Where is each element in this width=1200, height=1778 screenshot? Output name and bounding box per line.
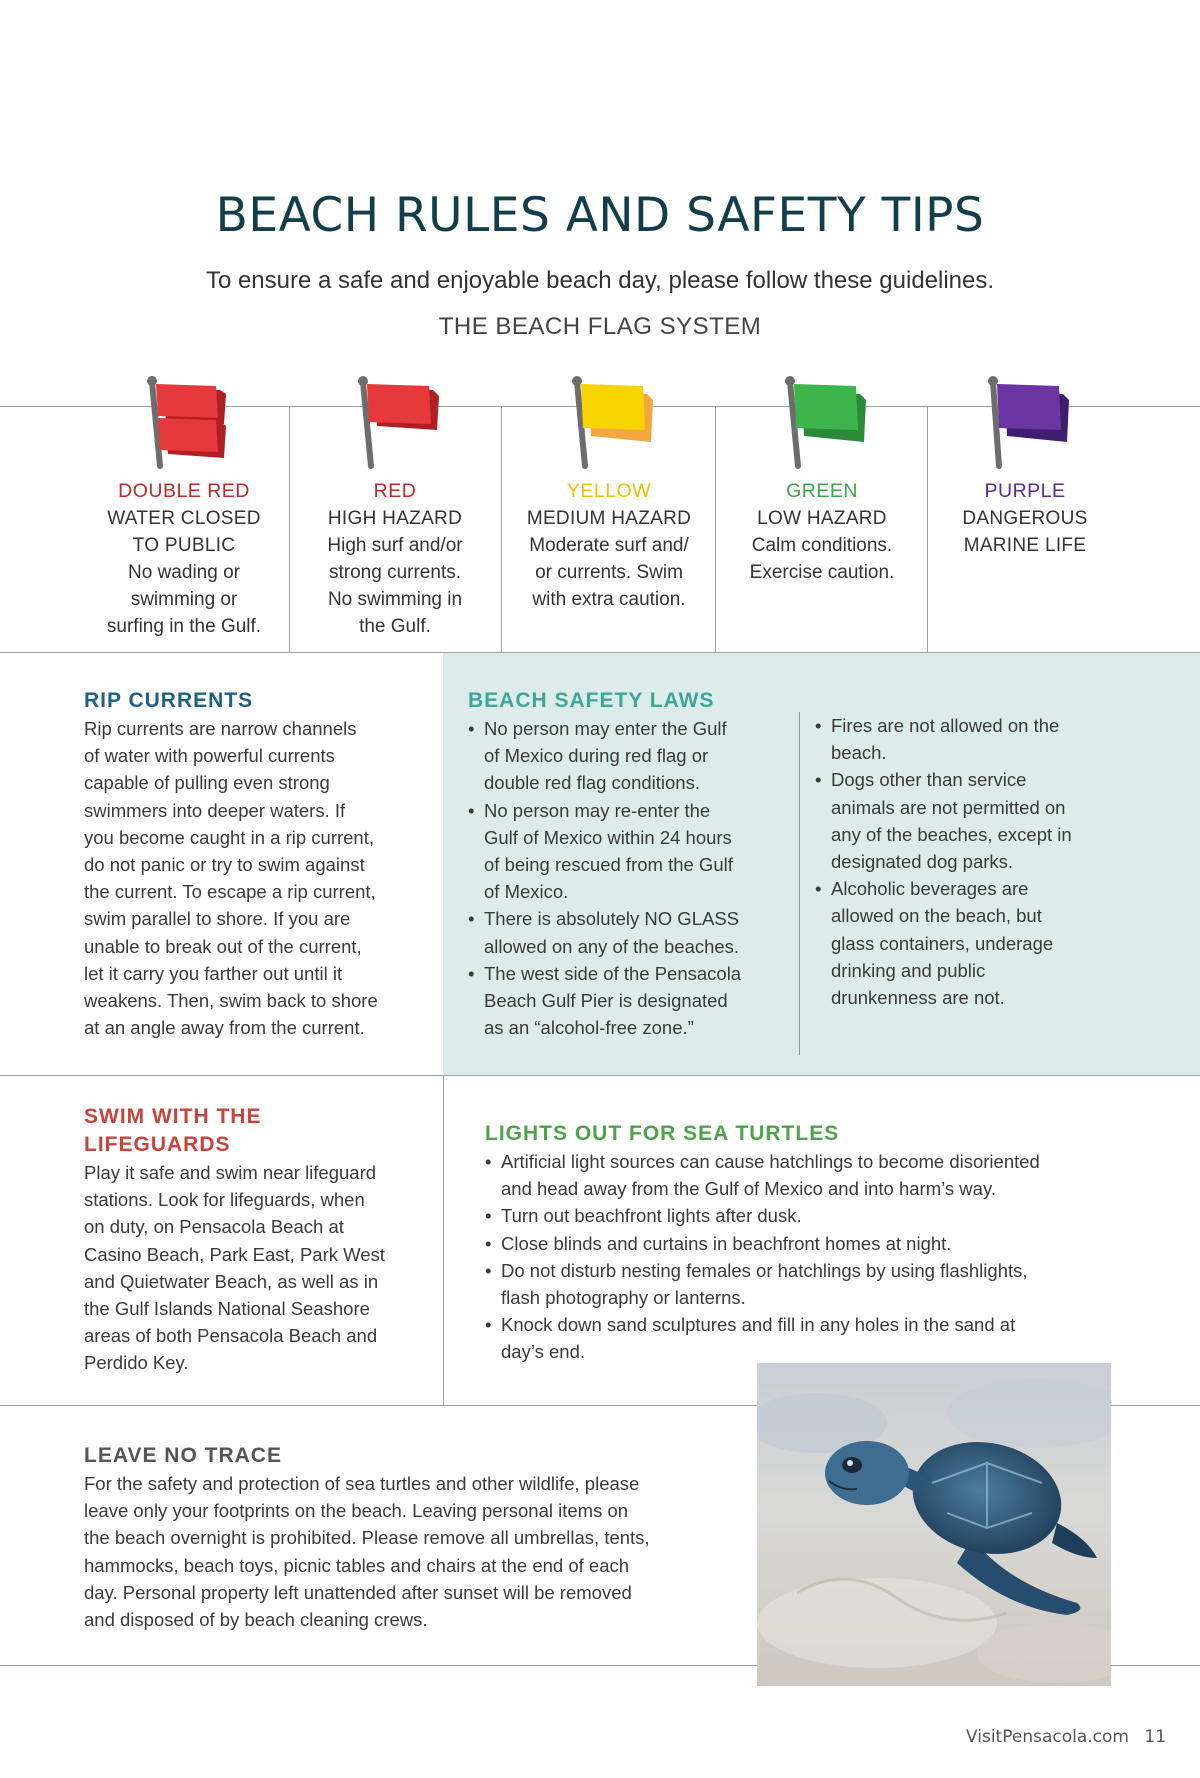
text-line: Play it safe and swim near lifeguard	[84, 1162, 377, 1183]
purple-flag-icon	[975, 370, 1075, 470]
text-line: you become caught in a rip current,	[84, 826, 374, 848]
text-line: • Do not disturb nesting females or hatchlings by using flashlights,	[501, 1259, 1028, 1281]
flag-description: strong currents.	[329, 562, 461, 583]
flag-hazard: MARINE LIFE	[963, 535, 1087, 556]
footer-site: VisitPensacola.com	[966, 1727, 1129, 1747]
sea-turtle-photo	[757, 1363, 1111, 1686]
text-line: capable of pulling even strong	[84, 772, 330, 794]
text-line: swimmers into deeper waters. If	[84, 799, 346, 821]
lifeguards-heading	[84, 1103, 434, 1159]
text-line: Gulf of Mexico within 24 hours	[484, 826, 732, 848]
list-item	[815, 712, 1115, 766]
page-number: 11	[1144, 1727, 1167, 1747]
text-line: and disposed of by beach cleaning crews.	[84, 1609, 428, 1631]
rip-currents-section	[84, 687, 434, 1041]
flag-hazard: TO PUBLIC	[132, 535, 236, 556]
text-line: at an angle away from the current.	[84, 1017, 365, 1039]
text-line: leave only your footprints on the beach. Leaving personal items on	[84, 1500, 629, 1522]
column-divider	[799, 712, 800, 1055]
text-line: flash photography or lanterns.	[501, 1287, 746, 1309]
text-line: Beach Gulf Pier is designated	[484, 990, 728, 1012]
divider-line	[715, 406, 716, 652]
text-line: drunkenness are not.	[831, 987, 1005, 1009]
beach-safety-laws-heading: BEACH SAFETY LAWS	[468, 689, 715, 712]
text-line: of water with powerful currents	[84, 745, 335, 767]
sea-turtle-image	[757, 1363, 1111, 1686]
text-line: drinking and public	[831, 959, 986, 981]
text-line: day. Personal property left unattended after sunset will be removed	[84, 1581, 632, 1603]
text-line: For the safety and protection of sea turtles and other wildlife, please	[84, 1473, 640, 1494]
text-line: the current. To escape a rip current,	[84, 881, 376, 903]
yellow-flag-icon	[559, 370, 659, 470]
text-line: animals are not permitted on	[831, 796, 1066, 818]
page-footer	[966, 1727, 1166, 1747]
double-red-flag-icon	[134, 370, 234, 470]
flag-name: PURPLE	[984, 480, 1066, 502]
heading-line: LIFEGUARDS	[84, 1133, 231, 1156]
sea-turtles-heading: LIGHTS OUT FOR SEA TURTLES	[485, 1122, 840, 1145]
text-line: let it carry you farther out until it	[84, 962, 343, 984]
text-line: of Mexico during red flag or	[484, 745, 709, 767]
text-line: on duty, on Pensacola Beach at	[84, 1216, 344, 1238]
flag-name: YELLOW	[566, 480, 652, 502]
flag-hazard: WATER CLOSED	[107, 508, 261, 529]
flag-description: High surf and/or	[327, 535, 463, 556]
flag-hazard: HIGH HAZARD	[327, 508, 463, 529]
text-line: and head away from the Gulf of Mexico and into harm’s way.	[501, 1178, 996, 1200]
text-line: of being rescued from the Gulf	[484, 854, 733, 876]
sea-turtles-list	[485, 1148, 1125, 1366]
text-line: stations. Look for lifeguards, when	[84, 1189, 365, 1211]
text-line: as an “alcohol-free zone.”	[484, 1017, 694, 1039]
text-line: do not panic or try to swim against	[84, 854, 365, 876]
text-line: • Close blinds and curtains in beachfront homes at night.	[501, 1232, 952, 1254]
flag-name: GREEN	[786, 480, 858, 502]
flag-name: DOUBLE RED	[118, 480, 250, 502]
flag-description: No swimming in	[327, 589, 463, 610]
list-item	[468, 905, 798, 959]
flag-description: Exercise caution.	[749, 562, 895, 583]
flag-double-red	[84, 370, 284, 640]
text-line: • The west side of the Pensacola	[484, 962, 742, 984]
divider-line	[927, 406, 928, 652]
text-line: and Quietwater Beach, as well as in	[84, 1270, 379, 1292]
text-line: allowed on the beach, but	[831, 905, 1042, 927]
list-item	[485, 1148, 1125, 1202]
text-line: designated dog parks.	[831, 851, 1014, 873]
sea-turtles-section	[485, 1120, 1125, 1366]
divider-line	[501, 406, 502, 652]
list-item	[485, 1311, 1125, 1365]
text-line: • Dogs other than service	[831, 769, 1027, 791]
flag-description: Calm conditions.	[751, 535, 893, 556]
text-line: glass containers, underage	[831, 932, 1054, 954]
flag-description: swimming or	[130, 589, 238, 610]
list-item	[815, 875, 1115, 1011]
flag-yellow	[508, 370, 710, 613]
flag-system-heading: THE BEACH FLAG SYSTEM	[438, 313, 762, 340]
flag-green	[722, 370, 922, 586]
text-line: unable to break out of the current,	[84, 935, 362, 957]
heading-line: SWIM WITH THE	[84, 1105, 262, 1128]
text-line: • Artificial light sources can cause hatchlings to become disoriented	[501, 1151, 1040, 1172]
text-line: • Turn out beachfront lights after dusk.	[501, 1205, 802, 1227]
divider-line	[289, 406, 290, 652]
flag-red	[295, 370, 495, 640]
text-line: hammocks, beach toys, picnic tables and chairs at the end of each	[84, 1554, 630, 1576]
safety-laws-list	[468, 715, 798, 1041]
text-line: weakens. Then, swim back to shore	[84, 990, 378, 1012]
list-item	[485, 1257, 1125, 1311]
text-line: • No person may enter the Gulf	[484, 718, 727, 739]
text-line: • Alcoholic beverages are	[831, 878, 1029, 900]
flag-description: the Gulf.	[359, 616, 431, 637]
list-item	[485, 1202, 1125, 1229]
beach-safety-laws-left	[468, 687, 798, 1041]
text-line: Perdido Key.	[84, 1352, 189, 1374]
text-line: • There is absolutely NO GLASS	[484, 908, 739, 930]
page-subtitle: To ensure a safe and enjoyable beach day, please follow these guidelines.	[205, 267, 995, 294]
text-line: double red flag conditions.	[484, 772, 700, 794]
list-item	[485, 1230, 1125, 1257]
list-item	[468, 960, 798, 1042]
rip-currents-heading: RIP CURRENTS	[84, 689, 254, 712]
safety-laws-list	[815, 712, 1115, 1011]
text-line: of Mexico.	[484, 881, 569, 903]
text-line: • Fires are not allowed on the	[831, 715, 1060, 736]
flag-description: with extra caution.	[532, 589, 686, 610]
text-line: • No person may re-enter the	[484, 799, 711, 821]
beach-safety-laws-right	[815, 712, 1115, 1011]
list-item	[468, 797, 798, 906]
lifeguards-section	[84, 1103, 434, 1377]
text-line: allowed on any of the beaches.	[484, 935, 740, 957]
flag-description: or currents. Swim	[535, 562, 683, 583]
rip-currents-body	[84, 715, 434, 1041]
leave-no-trace-heading: LEAVE NO TRACE	[84, 1444, 282, 1467]
leave-no-trace-body	[84, 1470, 724, 1633]
text-line: the beach overnight is prohibited. Please remove all umbrellas, tents,	[84, 1527, 650, 1549]
lifeguards-body	[84, 1159, 434, 1377]
flag-purple	[935, 370, 1115, 559]
text-line: Casino Beach, Park East, Park West	[84, 1243, 385, 1265]
text-line: • Knock down sand sculptures and fill in any holes in the sand at	[501, 1314, 1016, 1336]
flag-description: No wading or	[128, 562, 240, 583]
leave-no-trace-section	[84, 1442, 724, 1633]
list-item	[468, 715, 798, 797]
text-line: the Gulf Islands National Seashore	[84, 1298, 370, 1320]
text-line: Rip currents are narrow channels	[84, 718, 357, 739]
list-item	[815, 766, 1115, 875]
text-line: swim parallel to shore. If you are	[84, 908, 351, 930]
page-title: BEACH RULES AND SAFETY TIPS	[215, 188, 985, 243]
divider-line	[0, 1075, 1200, 1076]
flag-name: RED	[373, 480, 417, 502]
red-flag-icon	[345, 370, 445, 470]
flag-hazard: MEDIUM HAZARD	[526, 508, 692, 529]
flag-description: surfing in the Gulf.	[106, 616, 262, 637]
text-line: any of the beaches, except in	[831, 823, 1072, 845]
text-line: areas of both Pensacola Beach and	[84, 1325, 378, 1347]
text-line: day’s end.	[501, 1341, 585, 1363]
flag-description: Moderate surf and/	[529, 535, 689, 556]
text-line: beach.	[831, 742, 887, 764]
green-flag-icon	[772, 370, 872, 470]
flag-hazard: DANGEROUS	[962, 508, 1088, 529]
flag-hazard: LOW HAZARD	[757, 508, 887, 529]
